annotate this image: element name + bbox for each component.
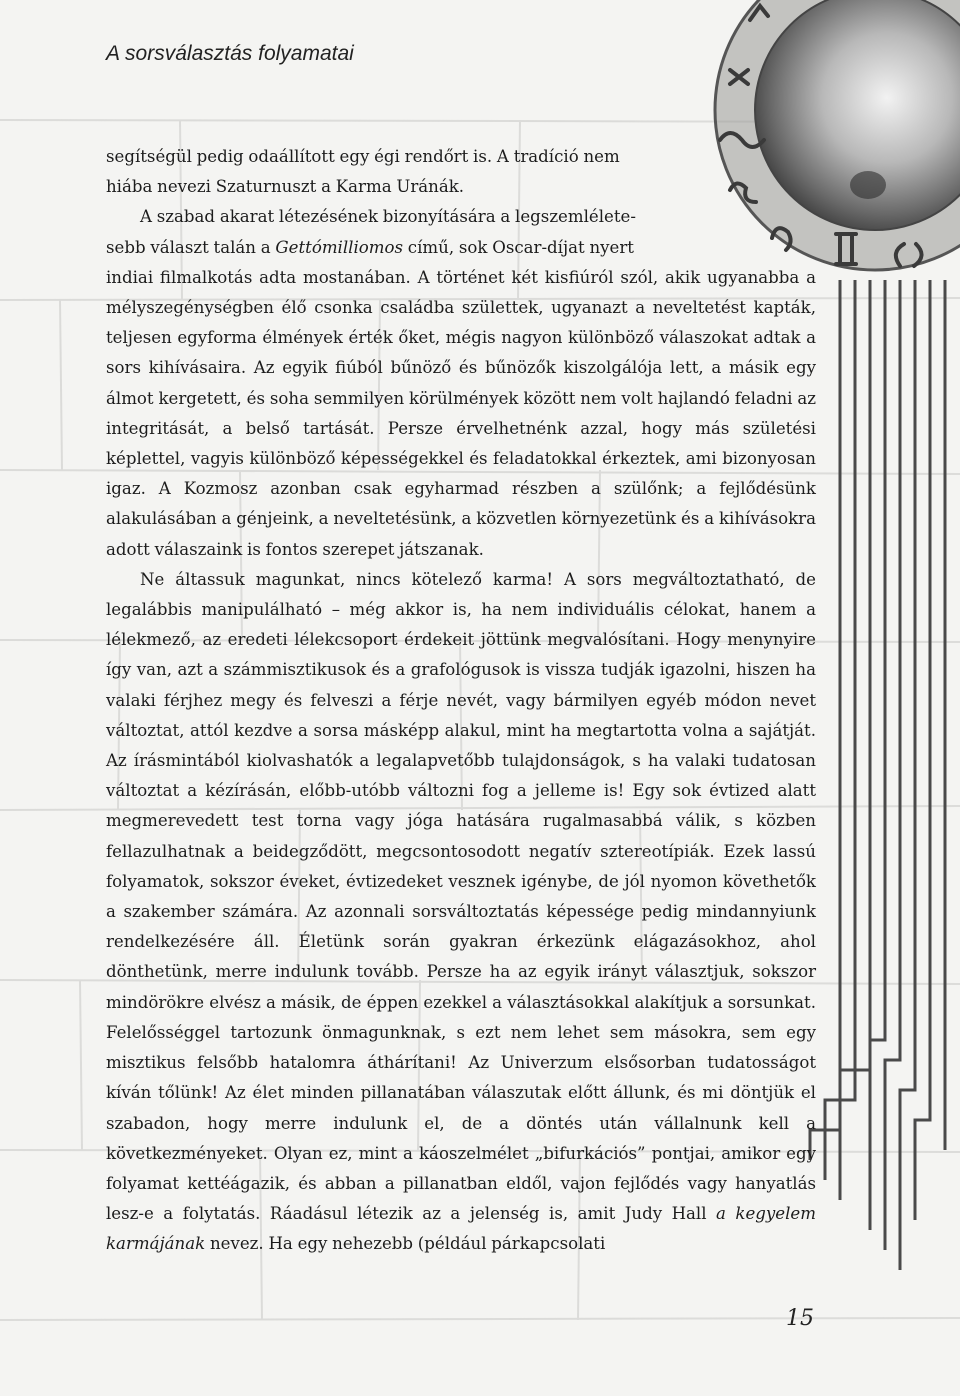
film-title: Gettómilliomos [275,237,404,257]
running-header: A sorsválasztás folyamatai [106,42,354,65]
page-number: 15 [786,1306,814,1331]
text-line: hiába nevezi Szaturnuszt a Karma Uránák. [106,177,465,197]
text-span: nevez. Ha egy nehezebb (például párkapcsolati [205,1234,606,1254]
text-line [106,233,706,263]
paragraph [106,565,816,1260]
text-span: Ne áltassuk magunkat, nincs kötelező karma! A sors megváltoztatható, de legalábbis manipulálható – még akkor is, ha nem individuális célokat, hanem a lélekmező, az eredeti lélekcsoport érdekeit jöttünk megvalósítani. Hogy menynyire így van, azt a számmisztikusok és a grafológusok is vissza tudják igazolni, hiszen ha valaki férjhez megy és felveszi a férje nevét, vagy bármilyen egyéb módon nevet változtat, attól kezdve a sorsa másképp alakul, mint ha megtartotta volna a sajátját. Az írásmintából kiolvashatók a legalapvetőbb tulajdonságok, s ha valaki tudatosan változtat a kézírásán, előbb-utóbb változni fog a jelleme is! Egy sok évtized alatt megmerevedett test torna vagy jóga hatására rugalmasabbá válik, s közben fellazulhatnak a beidegződött, megcsontosodott negatív sztereotípiák. Ezek lassú folyamatok, sokszor éveket, évtizedeket vesznek igénybe, de jól nyomon követhetők a szakember számára. Az azonnali sorsváltoztatás képessége pedig mindannyiunk rendelkezésére áll. Életünk során gyakran érkezünk elágazásokhoz, ahol dönthetünk, merre indulunk tovább. Persze ha az egyik irányt választjuk, sokszor mindörökre elvész a másik, de éppen ezekkel a választásokkal alakítjuk a sorsunkat. Felelősséggel tartozunk önmagunknak, s ezt nem lehet sem másokra, sem egy misztikus felsőbb hatalomra áthárítani! Az Univerzum elsősorban tudatosságot kíván tőlünk! Az élet minden pillanatában válaszutak előtt állunk, és mi döntjük el szabadon, hogy merre indulunk el, de a döntés után vállalnunk kell a következményeket. Olyan ez, mint a káoszelmélet „bifurkációs” pontjai, amikor egy folyamat kettéágazik, és abban a pillanatban eldől, vajon fejlődés vagy hanyatlás lesz-e a folytatás. Ráadásul létezik az a jelenség is, amit Judy Hall [106,569,816,1224]
body-text [106,142,816,1260]
text-line: A szabad akarat létezésének bizonyítására a legszemlélete- [140,207,636,227]
text-span: sebb választ talán a [106,237,276,257]
italic-term: a kegyelem karmájának [106,1204,816,1254]
paragraph: indiai filmalkotás adta mostanában. A történet két kisfiúról szól, akik ugyanabba a mélyszegénységben élő csonka családba születtek, ugyanazt a neveltetést kapták, teljesen egyforma élmények érték őket, mégis nagyon különböző válaszokat adtak a sors kihívásaira. Az egyik fiúból bűnöző és bűnözők kiszolgálója lett, a másik egy álmot kergetett, és soha semmilyen körülmények között nem volt hajlandó feladni az integritását, a belső tartását. Persze érvelhetnénk azzal, hogy más születési képlettel, vagyis különböző képességekkel és feladatokkal érkeztek, ami bizonyosan igaz. A Kozmosz azonban csak egyharmad részben a szülőnk; a fejlődésünk alakulásában a génjeink, a neveltetésünk, a közvetlen környezetünk és a kihívásokra adott válaszaink is fontos szerepet játszanak. [106,267,816,559]
text-line: segítségül pedig odaállított egy égi rendőrt is. A tradíció nem [106,147,620,166]
text-span: című, sok Oscar-díjat nyert [403,237,634,257]
vertical-bars [810,280,945,1270]
